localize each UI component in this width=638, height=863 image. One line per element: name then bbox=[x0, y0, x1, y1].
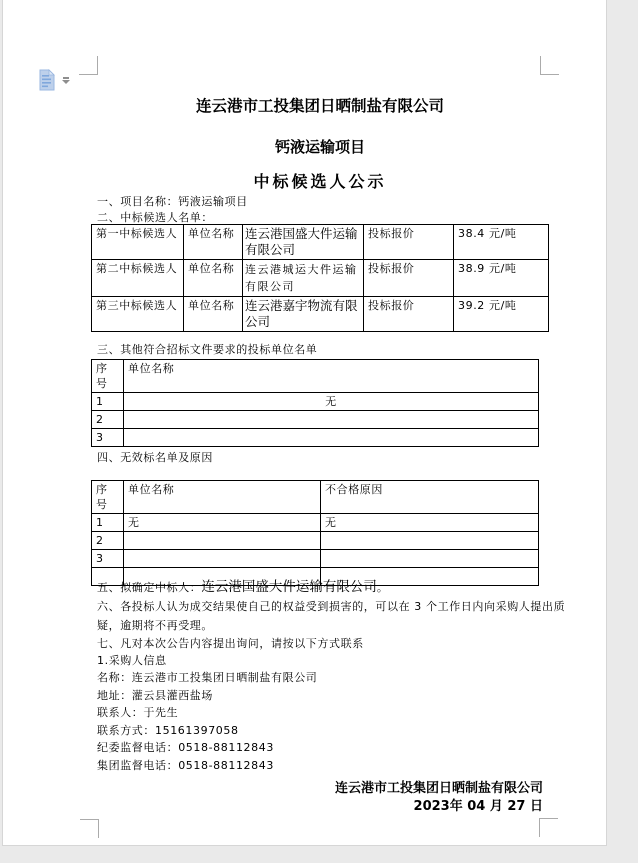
candidate-row bbox=[92, 260, 549, 297]
section-1-heading: 一、项目名称：钙液运输项目 bbox=[97, 195, 248, 208]
section-7-heading: 七、凡对本次公告内容提出询问，请按以下方式联系 bbox=[97, 637, 364, 650]
candidate-row bbox=[92, 225, 549, 260]
candidates-table bbox=[91, 224, 549, 332]
winner-name: 连云港国盛大件运输有限公司 bbox=[201, 579, 377, 595]
purchaser-intro: 1.采购人信息 bbox=[97, 654, 167, 667]
table-header-row bbox=[92, 481, 539, 514]
unit-cell bbox=[124, 411, 539, 429]
purchaser-name: 名称：连云港市工投集团日晒制盐有限公司 bbox=[97, 671, 318, 684]
unit-header-cell: 单位名称 bbox=[124, 481, 321, 514]
unit-header-cell: 单位名称 bbox=[124, 360, 539, 393]
paste-options-button[interactable] bbox=[38, 68, 74, 94]
qualified-bidders-table bbox=[91, 359, 539, 447]
purchaser-address: 地址：灌云县灌西盐场 bbox=[97, 689, 213, 702]
invalid-bids-table bbox=[91, 480, 539, 586]
seq-cell: 3 bbox=[92, 429, 124, 447]
candidate-rank-cell: 第一中标候选人 bbox=[92, 225, 184, 260]
table-row bbox=[92, 429, 539, 447]
name-label-cell: 单位名称 bbox=[184, 260, 243, 297]
doc-title-project: 钙液运输项目 bbox=[274, 138, 365, 156]
group-supervision-phone: 集团监督电话：0518-88112843 bbox=[97, 759, 274, 772]
section-2-heading: 二、中标候选人名单： bbox=[97, 211, 213, 224]
seq-cell: 1 bbox=[92, 514, 124, 532]
seq-cell: 2 bbox=[92, 532, 124, 550]
purchaser-phone: 联系方式：15161397058 bbox=[97, 724, 239, 737]
seq-cell: 2 bbox=[92, 411, 124, 429]
table-row bbox=[92, 550, 539, 568]
discipline-supervision-phone: 纪委监督电话：0518-88112843 bbox=[97, 741, 274, 754]
table-row bbox=[92, 411, 539, 429]
crop-mark-bottom-right-icon bbox=[539, 818, 558, 837]
candidate-name-cell: 连云港嘉宇物流有限公司 bbox=[243, 297, 364, 332]
seq-header-cell: 序号 bbox=[92, 481, 124, 514]
crop-mark-top-left-icon bbox=[79, 56, 98, 75]
purchaser-contact: 联系人：于先生 bbox=[97, 706, 179, 719]
price-label-cell: 投标报价 bbox=[364, 297, 454, 332]
price-value-cell: 39.2 元/吨 bbox=[454, 297, 549, 332]
signature-company: 连云港市工投集团日晒制盐有限公司 bbox=[334, 781, 543, 796]
crop-mark-top-right-icon bbox=[540, 56, 559, 75]
unit-cell bbox=[124, 429, 539, 447]
reason-cell: 无 bbox=[321, 514, 539, 532]
table-row bbox=[92, 393, 539, 411]
unit-cell: 无 bbox=[124, 514, 321, 532]
section-4-heading: 四、无效标名单及原因 bbox=[97, 451, 213, 464]
table-row bbox=[92, 532, 539, 550]
price-value-cell: 38.9 元/吨 bbox=[454, 260, 549, 297]
section-6-line2: 疑，逾期将不再受理。 bbox=[97, 619, 213, 632]
unit-cell bbox=[124, 532, 321, 550]
candidate-name-cell: 连云港国盛大件运输有限公司 bbox=[243, 225, 364, 260]
section-5-heading bbox=[97, 580, 389, 595]
candidate-rank-cell: 第三中标候选人 bbox=[92, 297, 184, 332]
signature-date: 2023年 04 月 27 日 bbox=[413, 799, 543, 814]
candidate-rank-cell: 第二中标候选人 bbox=[92, 260, 184, 297]
unit-cell: 无 bbox=[124, 393, 539, 411]
name-label-cell: 单位名称 bbox=[184, 297, 243, 332]
section-5-label: 五、拟确定中标人： bbox=[97, 581, 202, 594]
section-6-line1: 六、各投标人认为成交结果使自己的权益受到损害的，可以在 3 个工作日内向采购人提出质 bbox=[97, 600, 566, 613]
doc-title-announcement: 中标候选人公示 bbox=[253, 172, 387, 191]
seq-cell: 1 bbox=[92, 393, 124, 411]
seq-header-cell: 序号 bbox=[92, 360, 124, 393]
dropdown-arrow-icon bbox=[62, 77, 70, 85]
name-label-cell: 单位名称 bbox=[184, 225, 243, 260]
section-5-period: 。 bbox=[376, 581, 389, 594]
crop-mark-bottom-left-icon bbox=[80, 819, 99, 838]
candidate-name-cell: 连云港城运大件运输有限公司 bbox=[243, 260, 364, 297]
table-row bbox=[92, 514, 539, 532]
table-header-row bbox=[92, 360, 539, 393]
seq-cell: 3 bbox=[92, 550, 124, 568]
doc-title-company: 连云港市工投集团日晒制盐有限公司 bbox=[195, 97, 444, 115]
reason-header-cell: 不合格原因 bbox=[321, 481, 539, 514]
price-label-cell: 投标报价 bbox=[364, 260, 454, 297]
document-page[interactable] bbox=[2, 0, 607, 846]
candidate-row bbox=[92, 297, 549, 332]
price-value-cell: 38.4 元/吨 bbox=[454, 225, 549, 260]
reason-cell bbox=[321, 532, 539, 550]
reason-cell bbox=[321, 550, 539, 568]
paste-document-icon bbox=[38, 68, 56, 92]
section-3-heading: 三、其他符合招标文件要求的投标单位名单 bbox=[97, 343, 318, 356]
unit-cell bbox=[124, 550, 321, 568]
price-label-cell: 投标报价 bbox=[364, 225, 454, 260]
